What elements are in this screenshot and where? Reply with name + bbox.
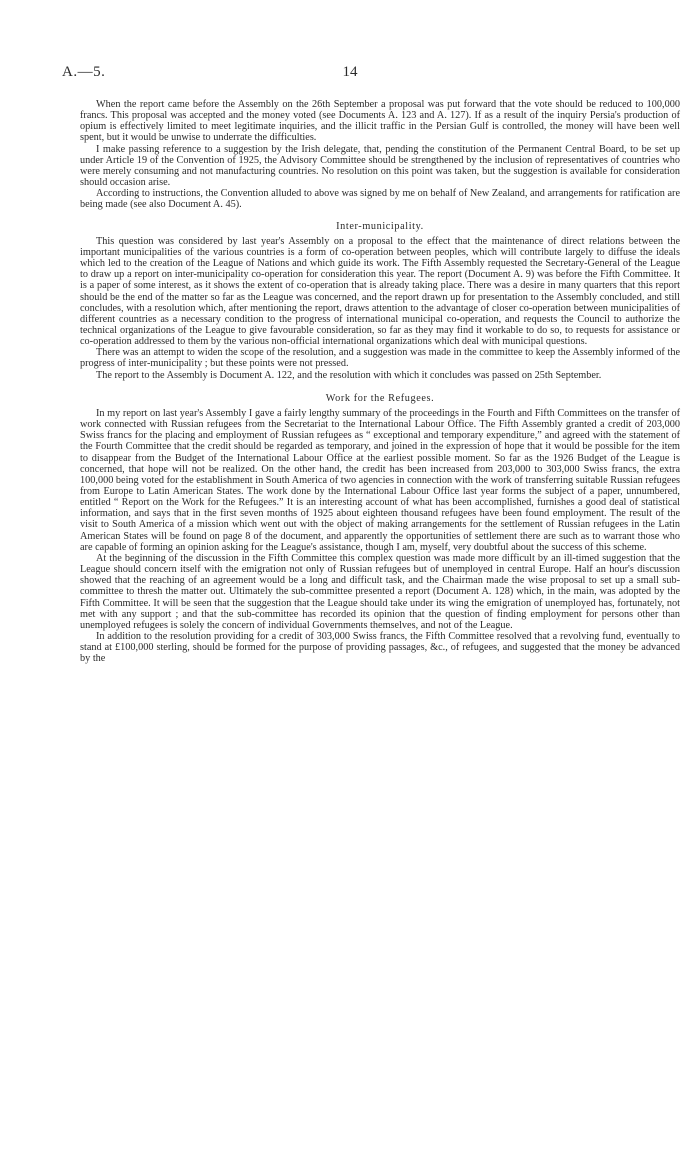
document-body <box>80 99 680 665</box>
paragraph: When the report came before the Assembly on the 26th September a proposal was put forward that the vote should be reduced to 100,000 francs. This proposal was accepted and the money voted (see Documents A. 123 and A. 127). If as a result of the inquiry Persia's production of opium is effectively limited to meet legitimate inquiries, and the illicit traffic in the Persian Gulf is controlled, the money will have been well spent, but it would be unwise to underrate the difficulties. <box>80 99 680 144</box>
document-reference: A.—5. <box>62 64 106 80</box>
paragraph: There was an attempt to widen the scope of the resolution, and a suggestion was made in the committee to keep the Assembly informed of the progress of inter-municipality ; but these points were not pressed. <box>80 347 680 370</box>
paragraph: In addition to the resolution providing for a credit of 303,000 Swiss francs, the Fifth Committee resolved that a revolving fund, eventually to stand at £100,000 sterling, should be formed for the purpose of providing passages, &c., of refugees, and suggested that the money be advanced by the <box>80 631 680 665</box>
section-heading: Work for the Refugees. <box>325 392 435 404</box>
section-heading: Inter-municipality. <box>336 220 424 232</box>
paragraph: In my report on last year's Assembly I gave a fairly lengthy summary of the proceedings in the Fourth and Fifth Committees on the transfer of work connected with Russian refugees from the Secretariat to the International Labour Office. The Fifth Assembly granted a credit of 203,000 Swiss francs for the placing and employment of Russian refugees as “ exceptional and temporary expenditure,” and agreed with the statement of the Fourth Committee that the credit should be regarded as temporary, and joined in the expression of hope that it would be possible for the item to disappear from the Budget of the International Labour Office at the earliest possible moment. So far as the 1926 Budget of the League is concerned, that hope will not be realized. On the other hand, the credit has been increased from 203,000 to 303,000 Swiss francs, the extra 100,000 being voted for the establishment in South America of two agencies in connection with the work of transferring suitable Russian refugees from Europe to Latin American States. The work done by the International Labour Office last year forms the subject of a paper, unnumbered, entitled “ Report on the Work for the Refugees.” It is an interesting account of what has been accomplished, furnishes a good deal of statistical information, and says that in the first seven months of 1925 about eighteen thousand refugees have been found employment. The result of the visit to South America of a mission which went out with the object of making arrangements for the settlement of Russian refugees in the Latin American States will be found on page 8 of the document, and apparently the opportunities of settlement there are such as to warrant those who are capable of forming an opinion asking for the League's assistance, though I am, myself, very doubtful about the success of this scheme. <box>80 407 680 553</box>
page-number: 14 <box>342 64 358 80</box>
paragraph: The report to the Assembly is Document A. 122, and the resolution with which it concludes was passed on 25th September. <box>96 369 602 381</box>
paragraph: At the beginning of the discussion in the Fifth Committee this complex question was made more difficult by an ill-timed suggestion that the League should concern itself with the emigration not only of Russian refugees but of unemployed in central Europe. Half an hour's discussion showed that the reaching of an agreement would be a long and difficult task, and the Chairman made the wise proposal to set up a small sub-committee to thresh the matter out. Ultimately the sub-committee presented a report (Document A. 128) which, in the main, was adopted by the Fifth Committee. It will be seen that the suggestion that the League should take under its wing the emigration of unemployed has, fortunately, not met with any support ; and that the sub-committee has recorded its opinion that the question of finding employment for persons other than unemployed refugees is solely the concern of individual Governments themselves, and not of the League. <box>80 552 680 631</box>
paragraph: According to instructions, the Convention alluded to above was signed by me on behalf of New Zealand, and arrangements for ratification are being made (see also Document A. 45). <box>80 188 680 211</box>
paragraph: This question was considered by last year's Assembly on a proposal to the effect that the maintenance of direct relations between the important municipalities of the various countries is a form of co-operation between peoples, which will contribute largely to diffuse the ideals which led to the creation of the League of Nations and which guide its work. The Fifth Assembly requested the Secretary-General of the League to draw up a report on inter-municipality co-operation for consideration this year. The report (Document A. 9) was before the Fifth Committee. It is a paper of some interest, as it shows the extent of co-operation that is already taking place. There was a desire in many quarters that this report should be the end of the matter so far as the League was concerned, and the report drawn up for presentation to the Assembly concluded, and still concludes, with a resolution which, after mentioning the report, draws attention to the advantage of closer co-operation between municipalities of different countries as a necessary condition to the progress of international municipal co-operation, and requests the Council to authorize the technical organizations of the League to give favourable consideration, so far as they may find it workable to do so, to requests for assistance or co-operation addressed to them by the various non-official international organizations which deal with municipal questions. <box>80 235 680 348</box>
paragraph: I make passing reference to a suggestion by the Irish delegate, that, pending the constitution of the Permanent Central Board, to be set up under Article 19 of the Convention of 1925, the Advisory Committee should be strengthened by the inclusion of representatives of countries who were merely consuming and not manufacturing countries. No resolution on this point was taken, but the suggestion is available for consideration should occasion arise. <box>80 143 680 189</box>
